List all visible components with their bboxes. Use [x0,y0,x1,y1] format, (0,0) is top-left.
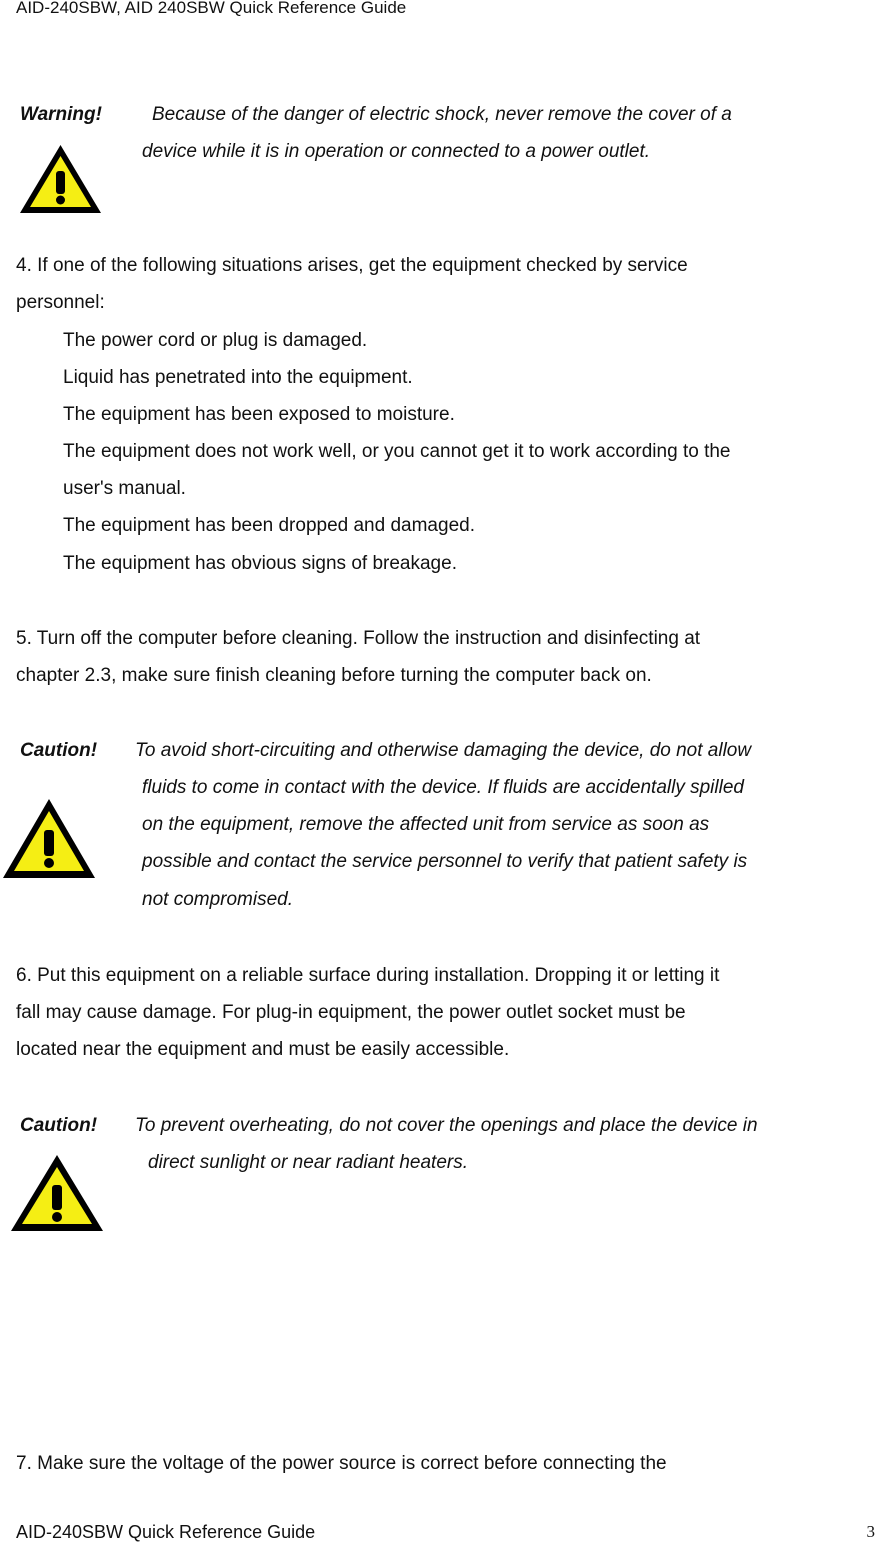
item5-line-1: 5. Turn off the computer before cleaning. Follow the instruction and disinfecting at [16,628,701,649]
item4-bullet: user's manual. [63,478,186,499]
caution2-line-1: To prevent overheating, do not cover the openings and place the device in [135,1115,758,1136]
item4-line-1: 4. If one of the following situations arises, get the equipment checked by service [16,255,688,276]
item4-bullet: The equipment does not work well, or you cannot get it to work according to the [63,441,731,462]
page-footer: AID-240SBW Quick Reference Guide [16,1522,316,1542]
item6-line: 6. Put this equipment on a reliable surface during installation. Dropping it or letting it [16,965,720,986]
warning-line-2: device while it is in operation or connected to a power outlet. [142,141,651,162]
caution-triangle-icon [0,796,98,881]
page-header: AID-240SBW, AID 240SBW Quick Reference Guide [16,0,407,17]
caution1-line: fluids to come in contact with the device. If fluids are accidentally spilled [142,777,744,798]
item6-line: fall may cause damage. For plug-in equipment, the power outlet socket must be [16,1002,686,1023]
caution1-line: possible and contact the service personnel to verify that patient safety is [142,851,748,872]
caution1-line: To avoid short-circuiting and otherwise damaging the device, do not allow [135,740,752,761]
item4-bullet: Liquid has penetrated into the equipment. [63,367,413,388]
item4-bullet: The equipment has been dropped and damaged. [63,515,475,536]
caution2-line-2: direct sunlight or near radiant heaters. [148,1152,469,1173]
item4-bullet: The power cord or plug is damaged. [63,330,368,351]
item6-line: located near the equipment and must be easily accessible. [16,1039,510,1060]
caution1-line: on the equipment, remove the affected unit from service as soon as [142,814,710,835]
caution1-line: not compromised. [142,889,294,910]
item4-bullet: The equipment has been exposed to moisture. [63,404,455,425]
item4-bullet: The equipment has obvious signs of breakage. [63,553,457,574]
caution-triangle-icon [8,1152,106,1234]
warning-triangle-icon [17,142,104,216]
item5-line-2: chapter 2.3, make sure finish cleaning before turning the computer back on. [16,665,652,686]
caution2-label: Caution! [20,1115,98,1136]
page-number: 3 [866,1522,875,1541]
caution1-label: Caution! [20,740,98,761]
item4-line-2: personnel: [16,292,105,313]
warning-line-1: Because of the danger of electric shock, never remove the cover of a [152,104,732,125]
item7-line-1: 7. Make sure the voltage of the power source is correct before connecting the [16,1453,667,1474]
warning-label: Warning! [20,104,102,125]
